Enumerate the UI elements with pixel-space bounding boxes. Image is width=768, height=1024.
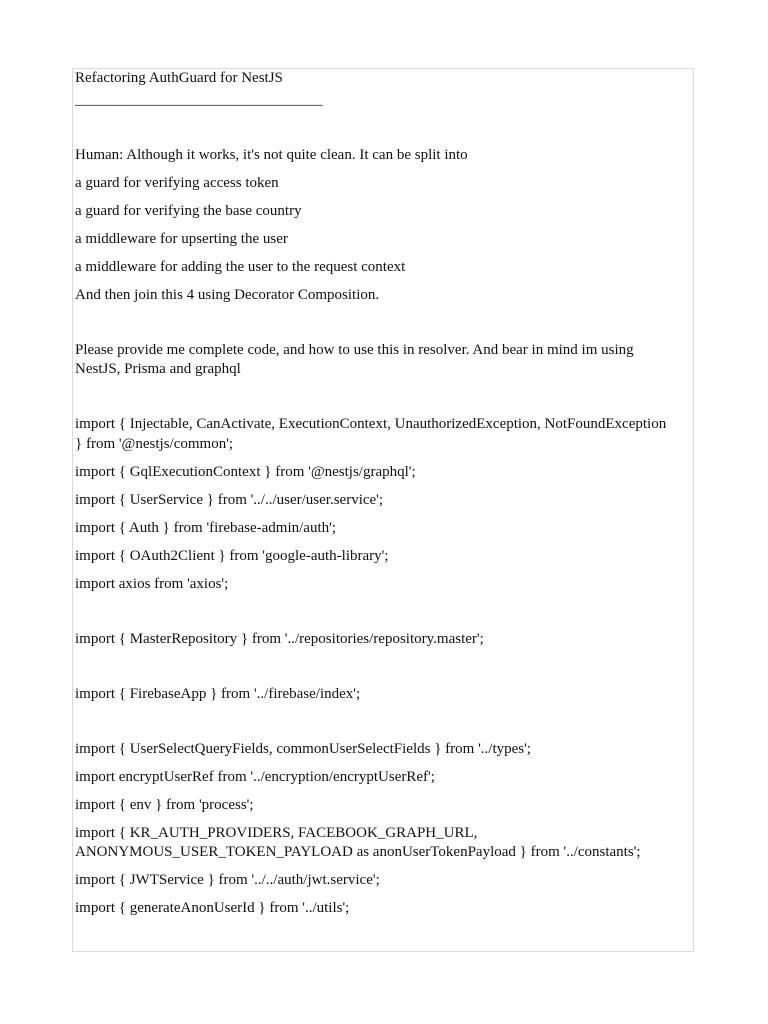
join-line: And then join this 4 using Decorator Composition. [75, 286, 380, 303]
import-line: import axios from 'axios'; [75, 575, 229, 592]
list-item: a guard for verifying the base country [75, 202, 302, 219]
import-line: import { UserService } from '../../user/user.service'; [75, 491, 384, 508]
list-item: a middleware for upserting the user [75, 230, 288, 247]
import-line: import { UserSelectQueryFields, commonUserSelectFields } from '../types'; [75, 740, 531, 757]
import-line: import { KR_AUTH_PROVIDERS, FACEBOOK_GRAPH_URL, ANONYMOUS_USER_TOKEN_PAYLOAD as anonUserTokenPayload } from '../constants'; [75, 824, 641, 860]
spacer [75, 119, 675, 146]
spacer [75, 388, 675, 415]
import-line: import { FirebaseApp } from '../firebase/index'; [75, 685, 361, 702]
list-item: a middleware for adding the user to the request context [75, 258, 406, 275]
human-intro: Human: Although it works, it's not quite clean. It can be split into [75, 146, 468, 163]
import-line: import { OAuth2Client } from 'google-auth-library'; [75, 547, 389, 564]
import-line: import { MasterRepository } from '../repositories/repository.master'; [75, 630, 484, 647]
import-line: import { JWTService } from '../../auth/jwt.service'; [75, 872, 380, 888]
import-line: import { Auth } from 'firebase-admin/auth'; [75, 519, 336, 536]
import-line: import { env } from 'process'; [75, 796, 254, 813]
import-line: import { generateAnonUserId } from '../utils'; [75, 900, 350, 916]
spacer [75, 314, 675, 341]
title-separator: _________________________________ [75, 91, 323, 108]
document-body [75, 69, 675, 927]
import-line: import encryptUserRef from '../encryption/encryptUserRef'; [75, 768, 435, 785]
spacer [75, 603, 675, 630]
spacer [75, 658, 675, 685]
request-line: Please provide me complete code, and how to use this in resolver. And bear in mind im using NestJS, Prisma and graphql [75, 341, 638, 377]
list-item: a guard for verifying access token [75, 174, 279, 191]
document-title: Refactoring AuthGuard for NestJS [75, 70, 283, 86]
import-line: import { Injectable, CanActivate, ExecutionContext, UnauthorizedException, NotFoundException } from '@nestjs/common'; [75, 416, 670, 452]
import-line: import { GqlExecutionContext } from '@nestjs/graphql'; [75, 463, 416, 480]
spacer [75, 713, 675, 740]
